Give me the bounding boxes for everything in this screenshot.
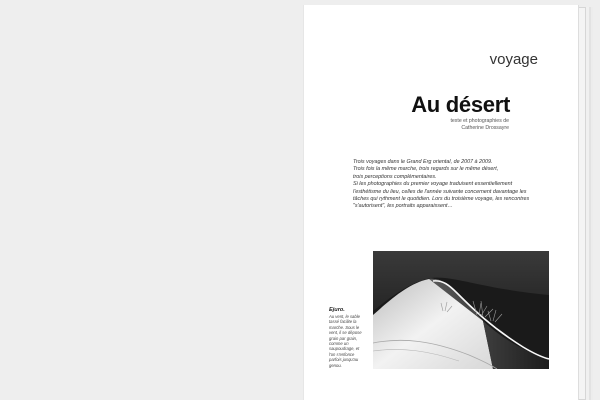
caption-title: Ejuro. xyxy=(329,307,345,313)
caption-line: Au vent, le sable xyxy=(329,314,360,319)
caption-line: tassé facilite la xyxy=(329,319,357,325)
intro-line: l'esthétisme du lieu, celles de l'année suivante concernent davantage les xyxy=(353,188,527,195)
caption-line: comme un xyxy=(329,341,349,347)
photo-caption xyxy=(329,314,363,368)
article-title: Au désert xyxy=(411,92,510,117)
intro-line: Si les photographies du premier voyage traduisent essentiellement xyxy=(353,181,513,188)
caption-line: genou. xyxy=(329,362,342,368)
caption-line: marche. Sous le xyxy=(329,324,360,330)
credit-line: texte et photographies de xyxy=(450,118,509,124)
article-credit xyxy=(304,118,509,132)
caption-line: vent, il se dépose xyxy=(329,330,362,336)
intro-line: "s'autorisent", les portraits apparaissent… xyxy=(353,203,453,210)
intro-line: Trois fois la même marche, trois regards sur le même désert, xyxy=(353,166,499,173)
caption-line: grain par grain, xyxy=(329,335,358,341)
intro-paragraph xyxy=(353,159,553,211)
intro-line: Trois voyages dans le Grand Erg oriental, de 2007 à 2009. xyxy=(353,159,493,165)
intro-line: tâches qui rythment le quotidien. Lors du troisième voyage, les rencontres xyxy=(353,196,530,203)
caption-line: parfois jusqu'au xyxy=(329,357,359,363)
caption-line: saupoudrage, et xyxy=(329,346,360,352)
intro-line: trois perceptions complémentaires. xyxy=(353,173,437,180)
dune-illustration xyxy=(373,251,549,369)
desert-dune-photo xyxy=(373,251,549,369)
credit-line: Catherine Drossayre xyxy=(461,125,509,131)
magazine-page xyxy=(304,5,578,400)
caption-line: l'on s'enfonce xyxy=(329,351,355,357)
section-label: voyage xyxy=(489,51,538,68)
